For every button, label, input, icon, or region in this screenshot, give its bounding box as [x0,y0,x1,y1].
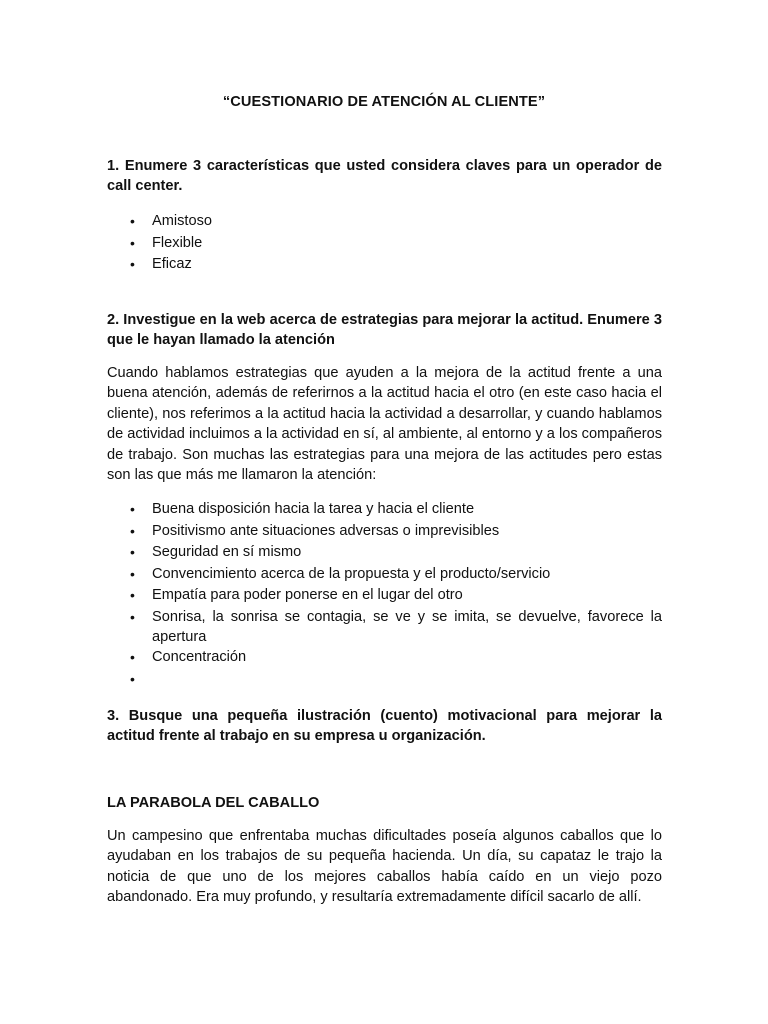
list-item: • Flexible [107,233,662,255]
list-item: • Eficaz [107,254,662,276]
bullet-icon: • [130,522,135,539]
list-item: • Buena disposición hacia la tarea y hacia el cliente [107,499,662,521]
bullet-icon: • [130,213,135,229]
question-2-paragraph: Cuando hablamos estrategias que ayuden a la mejora de la actitud frente a una buena atención, además de referirnos a la actitud hacia el otro (en este caso hacia el cliente), nos referimos a la actitud hacia la actividad a desarrollar, y cuando hablamos de actividad incluimos a la actividad en sí, al ambiente, al entorno y a los compañeros de trabajo. Son muchas las estrategias para una mejora de las actitudes pero estas son las que más me llamaron la atención: [107,365,662,484]
list-item: • Positivismo ante situaciones adversas o imprevisibles [107,521,662,543]
question-3-heading: 3. Busque una pequeña ilustración (cuento) motivacional para mejorar la actitud frente al trabajo en su empresa u organización. [107,708,662,745]
list-item: • Concentración [107,647,662,669]
bullet-icon: • [130,234,135,251]
document-title: “CUESTIONARIO DE ATENCIÓN AL CLIENTE” [222,94,546,110]
bullet-icon: • [130,670,135,687]
question-1-list [107,211,662,276]
question-1-heading: 1. Enumere 3 características que usted considera claves para un operador de call center. [107,158,662,195]
list-item: • Sonrisa, la sonrisa se contagia, se ve y se imita, se devuelve, favorece la apertura [130,608,662,645]
list-item: • Convencimiento acerca de la propuesta y el producto/servicio [107,564,662,586]
bullet-icon: • [130,608,135,625]
bullet-icon: • [130,256,135,273]
list-item: • Seguridad en sí mismo [107,542,662,564]
bullet-icon: • [130,648,135,665]
story-paragraph: Un campesino que enfrentaba muchas dificultades poseía algunos caballos que lo ayudaban en los trabajos de su pequeña hacienda. Un día, su capataz le trajo la noticia de que uno de los mejores caballos había caído en un viejo pozo abandonado. Era muy profundo, y resultaría extremadamente difícil sacarlo de allí. [107,828,662,906]
list-item [107,669,662,691]
story-title: LA PARABOLA DEL CABALLO [107,795,320,811]
question-2-heading: 2. Investigue en la web acerca de estrategias para mejorar la actitud. Enumere 3 que le hayan llamado la atención [107,312,662,349]
bullet-icon: • [130,565,135,582]
bullet-icon: • [130,587,135,604]
list-item: • Amistoso [107,211,662,233]
list-item: • Empatía para poder ponerse en el lugar del otro [107,585,662,607]
bullet-icon: • [130,501,135,517]
question-2-list [107,499,662,690]
bullet-icon: • [130,544,135,561]
